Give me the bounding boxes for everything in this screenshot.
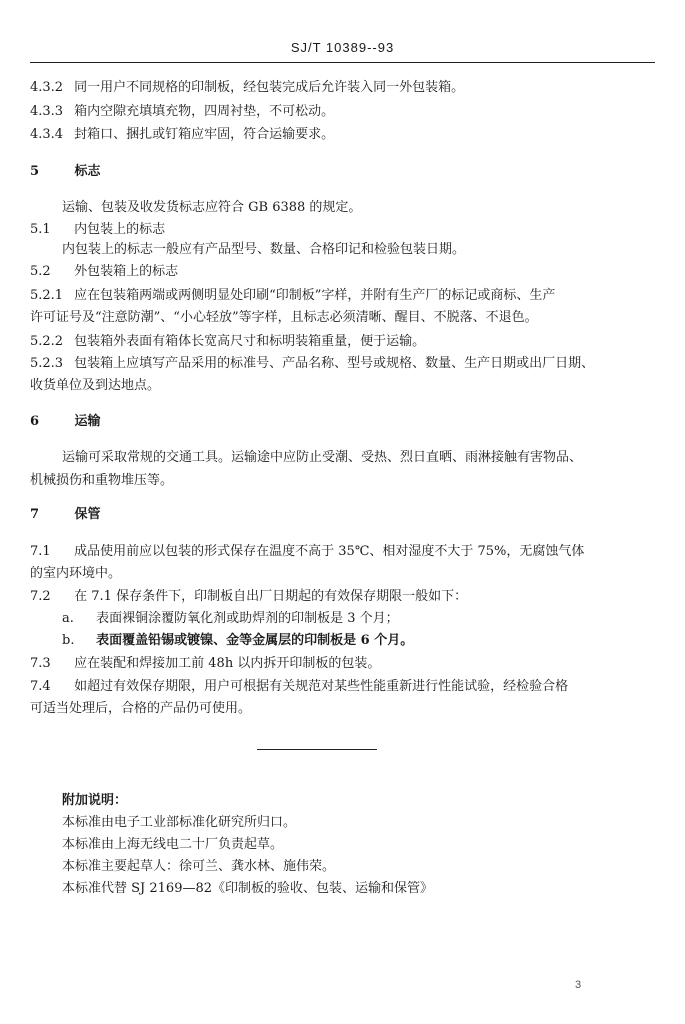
section-number: 5 bbox=[30, 164, 40, 179]
clause-number: 7.1 bbox=[30, 544, 51, 559]
clause-number: 5.2.2 bbox=[30, 334, 64, 349]
clause-7-4-line2: 可适当处理后，合格的产品仍可使用。 bbox=[30, 701, 252, 716]
section-title: 保管 bbox=[74, 507, 101, 522]
clause-7-3 bbox=[30, 655, 655, 673]
clause-7-1-line2: 的室内环境中。 bbox=[30, 566, 122, 581]
clause-number: 4.3.4 bbox=[30, 127, 64, 142]
note-item: 本标准由电子工业部标准化研究所归口。 bbox=[62, 815, 297, 830]
clause-7-2-item-b bbox=[62, 632, 655, 650]
notes-title: 附加说明： bbox=[62, 793, 128, 808]
note-item: 本标准由上海无线电二十厂负责起草。 bbox=[62, 837, 284, 852]
section-title: 运输 bbox=[74, 414, 101, 429]
clause-4-3-4 bbox=[30, 126, 655, 144]
note-item: 本标准代替 SJ 2169—82《印制板的验收、包装、运输和保管》 bbox=[62, 881, 434, 896]
clause-text: 应在装配和焊接加工前 48h 以内拆开印制板的包装。 bbox=[74, 656, 381, 671]
clause-4-3-2 bbox=[30, 79, 655, 97]
item-label: a. bbox=[62, 611, 74, 626]
clause-number: 7.4 bbox=[30, 679, 51, 694]
section-6-line2: 机械损伤和重物堆压等。 bbox=[30, 473, 174, 488]
section-title: 标志 bbox=[74, 164, 101, 179]
clause-text: 应在包装箱两端或两侧明显处印刷“印制板”字样，并附有生产厂的标记或商标、生产 bbox=[74, 288, 556, 303]
clause-5-2-1-line1 bbox=[30, 287, 655, 305]
clause-number: 7.2 bbox=[30, 589, 51, 604]
note-item: 本标准主要起草人：徐可兰、龚水林、施伟荣。 bbox=[62, 859, 336, 874]
clause-number: 4.3.3 bbox=[30, 104, 64, 119]
clause-text: 在 7.1 保存条件下，印制板自出厂日期起的有效保存期限一般如下： bbox=[74, 589, 468, 604]
item-text: 表面裸铜涂覆防氧化剂或助焊剂的印制板是 3 个月； bbox=[96, 611, 399, 626]
section-6-heading bbox=[30, 413, 655, 431]
clause-number: 5.2.3 bbox=[30, 356, 64, 371]
page-number: 3 bbox=[575, 979, 582, 991]
clause-number: 5.2 bbox=[30, 264, 51, 279]
clause-7-4-line1 bbox=[30, 678, 655, 696]
clause-text: 包装箱上应填写产品采用的标准号、产品名称、型号或规格、数量、生产日期或出厂日期、 bbox=[74, 356, 595, 371]
clause-5-2-3-line2: 收货单位及到达地点。 bbox=[30, 378, 161, 393]
item-label: b. bbox=[62, 633, 75, 648]
section-6-line1: 运输可采取常规的交通工具。运输途中应防止受潮、受热、烈日直晒、雨淋接触有害物品、 bbox=[62, 450, 583, 465]
section-5-intro: 运输、包装及收发货标志应符合 GB 6388 的规定。 bbox=[62, 200, 362, 215]
section-5-heading bbox=[30, 163, 655, 181]
clause-5-2-1-line2: 许可证号及“注意防潮”、“小心轻放”等字样，且标志必须清晰、醒目、不脱落、不退色。 bbox=[30, 310, 538, 325]
clause-text: 成品使用前应以包装的形式保存在温度不高于 35℃、相对湿度不大于 75%，无腐蚀气体 bbox=[74, 544, 585, 559]
clause-number: 5.2.1 bbox=[30, 288, 64, 303]
item-text: 表面覆盖铅锡或镀镍、金等金属层的印制板是 6 个月。 bbox=[96, 633, 414, 648]
clause-5-1-text: 内包装上的标志一般应有产品型号、数量、合格印记和检验包装日期。 bbox=[62, 242, 466, 257]
section-number: 7 bbox=[30, 507, 40, 522]
clause-4-3-3 bbox=[30, 103, 655, 121]
section-7-heading bbox=[30, 506, 655, 524]
clause-text: 箱内空隙充填填充物，四周衬垫，不可松动。 bbox=[74, 104, 335, 119]
clause-number: 4.3.2 bbox=[30, 80, 64, 95]
clause-title: 内包装上的标志 bbox=[74, 222, 166, 237]
clause-5-2-3-line1 bbox=[30, 355, 655, 373]
section-number: 6 bbox=[30, 414, 40, 429]
clause-5-2-heading bbox=[30, 263, 655, 281]
clause-7-1-line1 bbox=[30, 543, 655, 561]
standard-code-header: SJ/T 10389--93 bbox=[290, 40, 395, 55]
clause-7-2 bbox=[30, 588, 655, 606]
clause-5-1-heading bbox=[30, 221, 655, 239]
clause-number: 5.1 bbox=[30, 222, 51, 237]
clause-7-2-item-a bbox=[62, 610, 655, 628]
additional-notes bbox=[62, 790, 655, 900]
clause-text: 如超过有效保存期限，用户可根据有关规范对某些性能重新进行性能试验，经检验合格 bbox=[74, 679, 569, 694]
header-rule bbox=[30, 62, 655, 63]
clause-text: 封箱口、捆扎或钉箱应牢固，符合运输要求。 bbox=[74, 127, 335, 142]
clause-number: 7.3 bbox=[30, 656, 51, 671]
clause-text: 同一用户不同规格的印制板，经包装完成后允许装入同一外包装箱。 bbox=[74, 80, 465, 95]
end-of-text-rule bbox=[257, 749, 377, 750]
clause-text: 包装箱外表面有箱体长宽高尺寸和标明装箱重量，便于运输。 bbox=[74, 334, 426, 349]
clause-5-2-2 bbox=[30, 333, 655, 351]
clause-title: 外包装箱上的标志 bbox=[74, 264, 179, 279]
